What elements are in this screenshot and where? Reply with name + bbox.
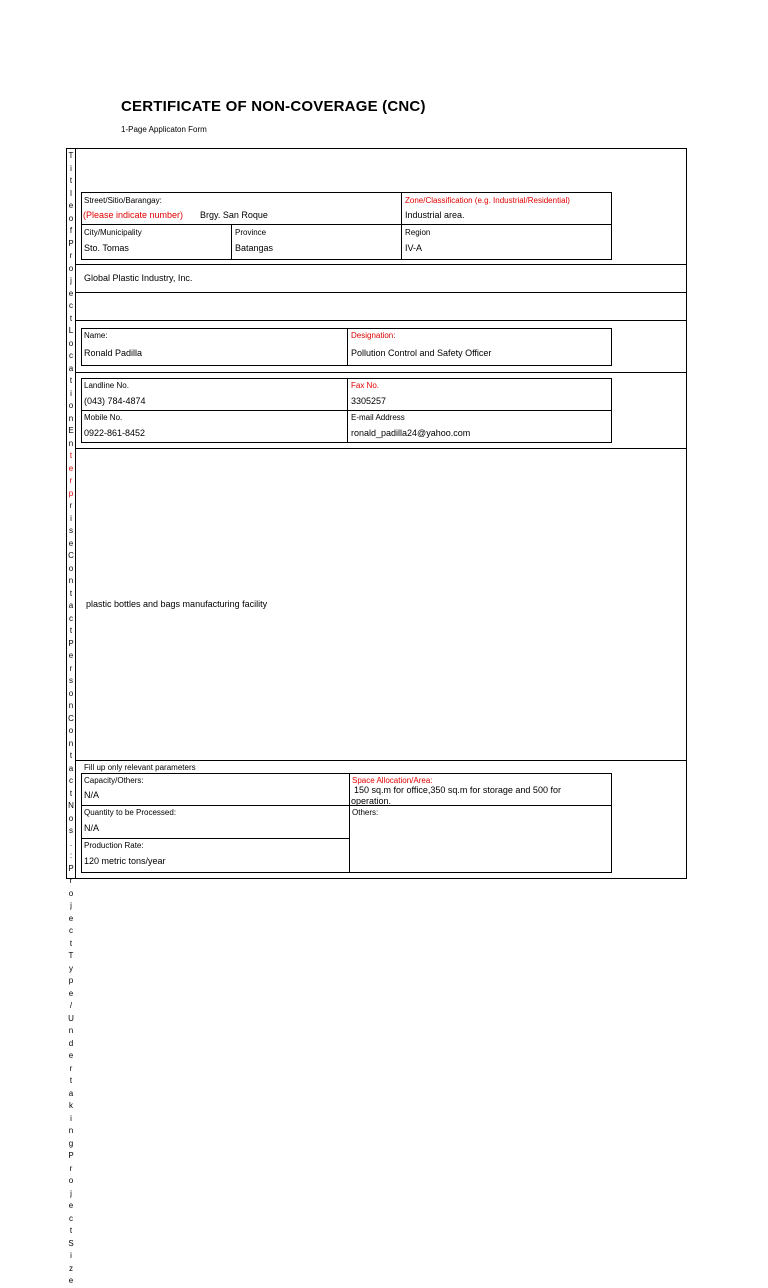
side-label-char: /: [69, 1001, 73, 1010]
label-column-divider: [75, 148, 76, 879]
side-label-char: t: [69, 788, 73, 798]
side-label-char: r: [69, 1163, 73, 1173]
space-allocation-line1[interactable]: 150 sq.m for office,350 sq.m for storage and 500 for: [354, 785, 561, 795]
side-label-char: o: [68, 688, 74, 698]
project-size-row-divider: [81, 838, 349, 839]
side-label-char: r: [69, 876, 73, 885]
side-label-char: c: [69, 1213, 73, 1223]
side-label-char: a: [68, 363, 74, 373]
side-label-char: S: [68, 1238, 74, 1248]
location-col-divider: [231, 224, 232, 260]
side-label-char: .: [69, 838, 73, 848]
location-col-divider: [401, 192, 402, 260]
street-value[interactable]: Brgy. San Roque: [200, 210, 268, 220]
side-label-char: T: [68, 151, 74, 160]
side-label-char: c: [69, 351, 73, 360]
side-label-char: t: [69, 313, 73, 323]
side-label-char: t: [69, 751, 73, 760]
project-size-note: Fill up only relevant parameters: [84, 763, 196, 772]
region-label: Region: [405, 228, 431, 237]
side-label-char: e: [68, 538, 74, 548]
zone-value[interactable]: Industrial area.: [405, 210, 465, 220]
city-label: City/Municipality: [84, 228, 142, 237]
space-allocation-label: Space Allocation/Area:: [352, 776, 433, 785]
side-label-char: k: [69, 1101, 73, 1110]
production-rate-value[interactable]: 120 metric tons/year: [84, 856, 166, 866]
landline-value[interactable]: (043) 784-4874: [84, 396, 146, 406]
street-label: Street/Sitio/Barangay:: [84, 196, 162, 205]
side-label-char: p: [68, 488, 74, 498]
side-label-char: t: [69, 451, 73, 460]
side-label-char: e: [68, 1201, 74, 1210]
side-label-char: f: [69, 226, 73, 235]
designation-value[interactable]: Pollution Control and Safety Officer: [351, 348, 492, 358]
section-divider: [75, 292, 686, 293]
side-label-char: P: [68, 238, 74, 248]
side-label-char: c: [69, 926, 73, 935]
side-label-char: j: [70, 901, 72, 910]
section-divider: [75, 448, 686, 449]
side-label-char: C: [68, 713, 74, 723]
production-rate-label: Production Rate:: [84, 841, 144, 850]
side-label-char: i: [70, 1113, 72, 1123]
side-label-char: r: [69, 251, 73, 260]
quantity-value[interactable]: N/A: [84, 823, 100, 833]
city-value[interactable]: Sto. Tomas: [84, 243, 129, 253]
side-label-char: i: [70, 163, 72, 173]
vertical-section-labels: [67, 150, 75, 1285]
side-label-char: y: [69, 963, 73, 973]
side-label-char: t: [69, 176, 73, 185]
name-value[interactable]: Ronald Padilla: [84, 348, 143, 358]
side-label-char: o: [68, 813, 74, 823]
section-divider: [75, 760, 686, 761]
mobile-label: Mobile No.: [84, 413, 123, 422]
side-label-char: e: [68, 988, 74, 998]
side-label-char: t: [69, 376, 73, 385]
side-label-char: l: [70, 188, 72, 198]
side-label-char: n: [68, 701, 74, 710]
side-label-char: P: [68, 1151, 74, 1160]
quantity-label: Quantity to be Processed:: [84, 808, 177, 817]
side-label-char: E: [68, 426, 74, 435]
side-label-char: e: [68, 913, 74, 923]
region-value[interactable]: IV-A: [405, 243, 423, 253]
side-label-char: o: [68, 563, 74, 573]
side-label-char: a: [68, 763, 74, 773]
side-label-char: o: [68, 213, 74, 223]
province-value[interactable]: Batangas: [235, 243, 274, 253]
side-label-char: n: [68, 1026, 74, 1035]
side-label-char: t: [69, 626, 73, 635]
side-label-char: e: [68, 651, 74, 660]
zone-label: Zone/Classification (e.g. Industrial/Residential): [405, 196, 570, 205]
side-label-char: c: [69, 301, 73, 310]
side-label-char: i: [70, 513, 72, 523]
side-label-char: e: [68, 1051, 74, 1060]
side-label-char: t: [69, 1226, 73, 1235]
side-label-char: n: [68, 413, 74, 423]
side-label-char: j: [70, 276, 72, 285]
fax-value[interactable]: 3305257: [351, 396, 387, 406]
side-label-char: P: [68, 863, 74, 873]
side-label-char: s: [69, 676, 73, 685]
email-label: E-mail Address: [351, 413, 405, 422]
side-label-char: o: [68, 263, 74, 273]
side-label-char: a: [68, 601, 74, 610]
section-divider: [75, 372, 686, 373]
side-label-char: r: [69, 1063, 73, 1073]
side-label-char: c: [69, 613, 73, 623]
capacity-label: Capacity/Others:: [84, 776, 144, 785]
side-label-char: i: [70, 1251, 72, 1260]
side-label-char: e: [68, 463, 74, 473]
designation-label: Designation:: [351, 331, 396, 340]
project-type-value[interactable]: plastic bottles and bags manufacturing facility: [86, 599, 268, 609]
contact-numbers-col-divider: [347, 378, 348, 443]
side-label-char: N: [68, 801, 74, 810]
side-label-char: i: [70, 388, 72, 398]
side-label-char: o: [68, 888, 74, 898]
side-label-char: o: [68, 338, 74, 348]
side-label-char: e: [68, 201, 74, 210]
side-label-char: L: [68, 326, 74, 335]
side-label-char: o: [68, 726, 74, 735]
side-label-char: t: [69, 588, 73, 598]
side-label-char: t: [69, 1076, 73, 1085]
section-divider: [75, 264, 686, 265]
email-value[interactable]: ronald_padilla24@yahoo.com: [351, 428, 471, 438]
side-label-char: d: [68, 1038, 74, 1048]
capacity-value[interactable]: N/A: [84, 790, 100, 800]
side-label-char: P: [68, 638, 74, 648]
side-label-char: U: [68, 1013, 74, 1023]
street-hint: (Please indicate number): [83, 210, 184, 220]
side-label-char: o: [68, 1176, 74, 1185]
location-row-divider: [81, 224, 612, 225]
side-label-char: j: [70, 1188, 72, 1198]
side-label-char: n: [68, 576, 74, 585]
contact-person-col-divider: [347, 328, 348, 366]
side-label-char: g: [68, 1138, 74, 1148]
project-size-row-divider: [81, 805, 349, 806]
others-label: Others:: [352, 808, 379, 817]
side-label-char: s: [69, 826, 73, 835]
name-label: Name:: [84, 331, 108, 340]
side-label-char: a: [68, 1088, 74, 1098]
side-label-char: n: [68, 738, 74, 748]
side-label-char: n: [68, 1126, 74, 1135]
mobile-value[interactable]: 0922-861-8452: [84, 428, 146, 438]
side-label-char: r: [69, 476, 73, 485]
province-label: Province: [235, 228, 267, 237]
side-label-char: s: [69, 526, 73, 535]
fax-label: Fax No.: [351, 381, 380, 390]
space-allocation-line2[interactable]: operation.: [351, 796, 392, 806]
side-label-char: t: [69, 938, 73, 948]
side-label-char: C: [68, 551, 74, 560]
side-label-char: e: [68, 1276, 74, 1285]
enterprise-name[interactable]: Global Plastic Industry, Inc.: [84, 273, 193, 283]
side-label-char: o: [68, 401, 74, 410]
landline-label: Landline No.: [84, 381, 129, 390]
side-label-char: n: [68, 438, 74, 448]
side-label-char: e: [68, 288, 74, 298]
section-divider: [75, 320, 686, 321]
side-label-char: T: [68, 951, 74, 960]
side-label-char: c: [69, 776, 73, 785]
page-title: CERTIFICATE OF NON-COVERAGE (CNC): [121, 98, 426, 115]
side-label-char: r: [69, 501, 73, 510]
side-label-char: r: [69, 663, 73, 673]
side-label-char: :: [69, 851, 73, 860]
page-subtitle: 1-Page Applicaton Form: [121, 125, 207, 134]
side-label-char: p: [68, 976, 74, 985]
project-size-col-divider: [349, 773, 350, 873]
side-label-char: z: [69, 1263, 73, 1273]
